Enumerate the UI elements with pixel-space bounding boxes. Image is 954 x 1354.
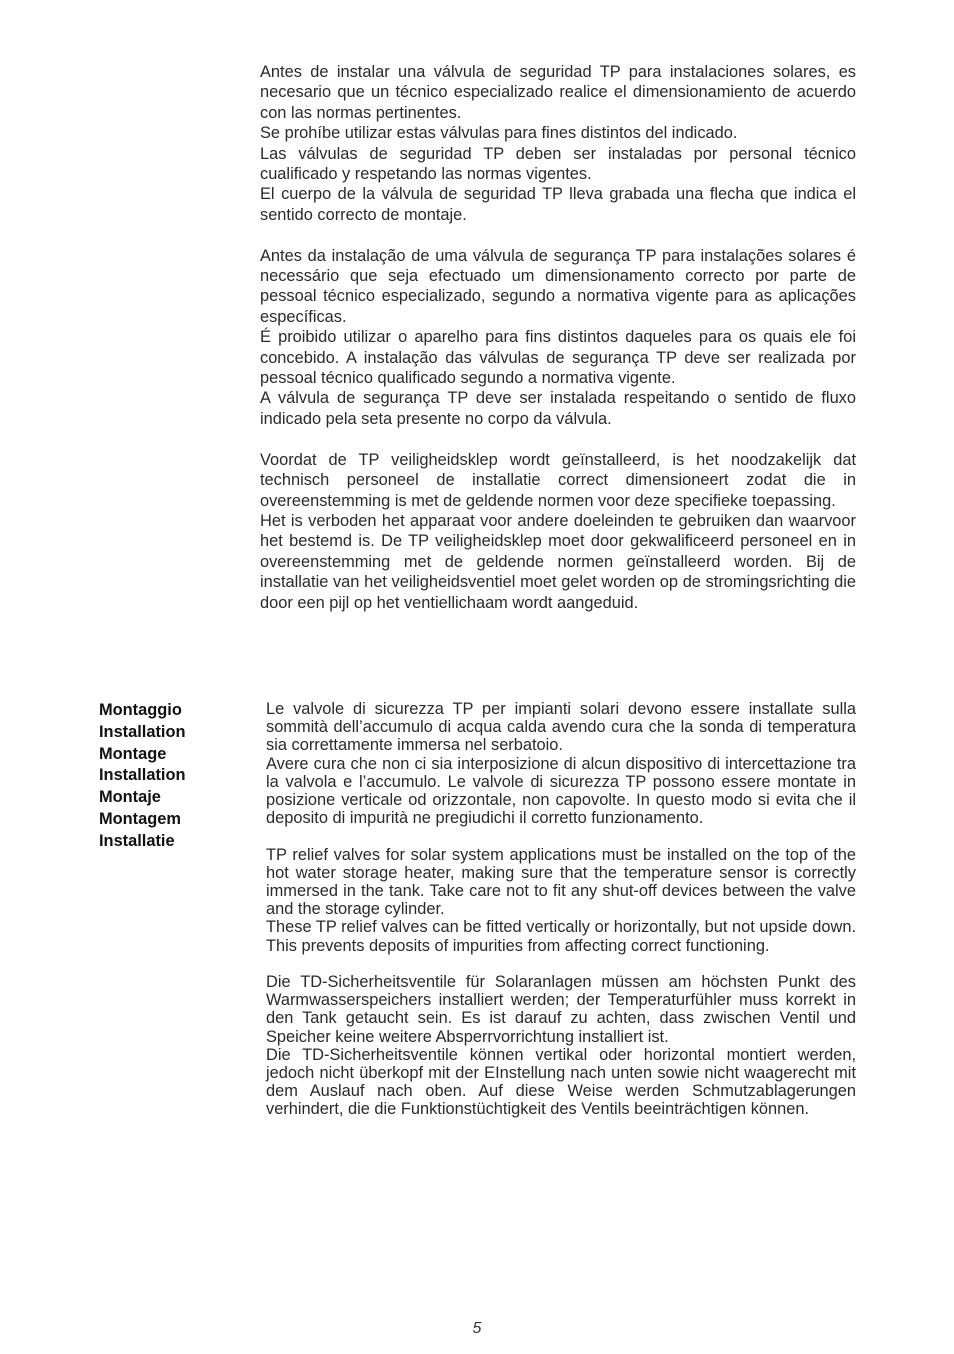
bottom-text-column xyxy=(266,700,856,1137)
top-text-column xyxy=(260,62,856,633)
heading-italian: Montaggio xyxy=(99,701,182,719)
text-line: Antes de instalar una válvula de seguridad TP para instalaciones solares, es necesario que un técnico especializado realice el dimensionamiento de acuerdo con las normas pertinentes. xyxy=(260,63,856,122)
english-paragraph xyxy=(266,846,856,955)
text-line: Se prohíbe utilizar estas válvulas para fines distintos del indicado. xyxy=(260,124,738,143)
text-line: Avere cura che non ci sia interposizione di alcun dispositivo di intercettazione tra la valvola e l’accumulo. Le valvole di sicurezza TP possono essere montate in posizione verticale od orizzontale, non capovolte. In questo modo si evita che il deposito di impurità ne pregiudichi il corretto funzionamento. xyxy=(266,754,856,828)
heading-french: Installation xyxy=(99,766,186,785)
text-line: El cuerpo de la válvula de seguridad TP lleva grabada una flecha que indica el sentido correcto de montaje. xyxy=(260,185,856,224)
text-line: TP relief valves for solar system applications must be installed on the top of the hot water storage heater, making sure that the temperature sensor is correctly immersed in the tank. Take care not to fit any shut-off devices between the valve and the storage cylinder. xyxy=(266,845,856,919)
heading-german: Montage xyxy=(99,744,167,763)
text-line: Las válvulas de seguridad TP deben ser instaladas por personal técnico cualificado y respetando las normas vigentes. xyxy=(260,144,856,184)
text-line: Die TD-Sicherheitsventile können vertikal oder horizontal montiert werden, jedoch nicht überkopf mit der EInstellung nach unten sowie nicht waagerecht mit dem Auslauf nach oben. Auf diese Weise werden Schmutzablagerungen verhindert, die die Funktionstüchtigkeit des Ventils beeinträchtigen können. xyxy=(266,1045,856,1119)
heading-dutch: Installatie xyxy=(99,831,175,850)
text-line: A válvula de segurança TP deve ser instalada respeitando o sentido de fluxo indicado pela seta presente no corpo da válvula. xyxy=(260,389,856,428)
section-headings xyxy=(99,700,249,853)
german-paragraph xyxy=(266,973,856,1119)
text-line: Voordat de TP veiligheidsklep wordt geïnstalleerd, is het noodzakelijk dat technisch personeel de installatie correct dimensioneert zodat die in overeenstemming is met de geldende normen voor deze specifieke toepassing. xyxy=(260,450,856,510)
text-line: Het is verboden het apparaat voor andere doeleinden te gebruiken dan waarvoor het bestemd is. De TP veiligheidsklep moet door gekwalificeerd personeel en in overeenstemming met de geldende normen geïnstalleerd worden. Bij de installatie van het veiligheidsventiel moet gelet worden op de stromingsrichting die door een pijl op het ventiellichaam wordt aangeduid. xyxy=(260,511,856,612)
text-line: Le valvole di sicurezza TP per impianti solari devono essere installate sulla sommità dell’accumulo di acqua calda avendo cura che la sonda di temperatura sia correttamente immersa nel serbatoio. xyxy=(266,700,856,755)
text-line: É proibido utilizar o aparelho para fins distintos daqueles para os quais ele foi concebido. A instalação das válvulas de segurança TP deve ser realizada por pessoal técnico qualificado segundo a normativa vigente. xyxy=(260,328,856,388)
text-line: Die TD-Sicherheitsventile für Solaranlagen müssen am höchsten Punkt des Warmwasserspeichers installiert werden; der Temperaturfühler muss korrekt in den Tank getaucht sein. Es ist darauf zu achten, dass zwischen Ventil und Speicher keine weitere Absperrvorrichtung installiert ist. xyxy=(266,973,856,1046)
page-number: 5 xyxy=(472,1320,482,1337)
portuguese-paragraph xyxy=(260,246,856,430)
heading-spanish: Montaje xyxy=(99,788,161,807)
spanish-paragraph xyxy=(260,62,856,225)
text-line: These TP relief valves can be fitted vertically or horizontally, but not upside down. This prevents deposits of impurities from affecting correct functioning. xyxy=(266,918,856,955)
text-line: Antes da instalação de uma válvula de segurança TP para instalações solares é necessário que seja efectuado um dimensionamento correcto por parte de pessoal técnico especializado, segundo a normativa vigente para as aplicações específicas. xyxy=(260,246,856,326)
heading-english: Installation xyxy=(99,722,186,741)
dutch-paragraph xyxy=(260,450,856,613)
heading-portuguese: Montagem xyxy=(99,809,181,828)
italian-paragraph xyxy=(266,700,856,827)
